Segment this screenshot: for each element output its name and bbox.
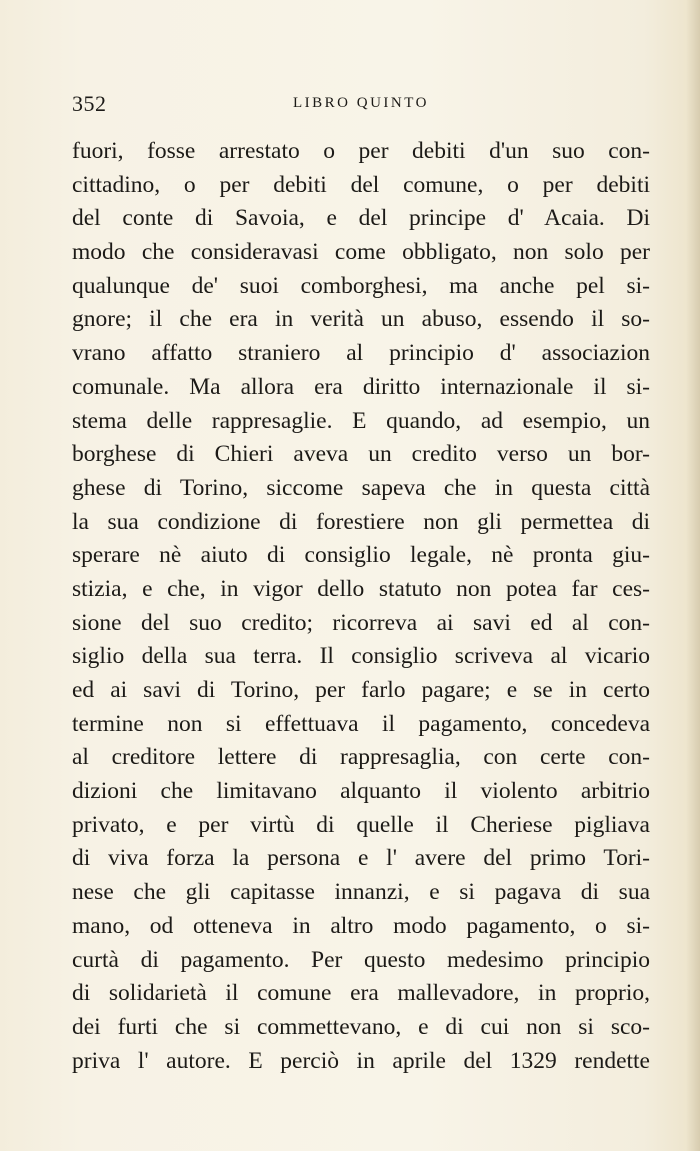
text-line: borghese di Chieri aveva un credito verso un bor- — [72, 441, 650, 468]
text-line: di solidarietà il comune era mallevadore, in proprio, — [72, 980, 650, 1007]
text-line: privato, e per virtù di quelle il Cheriese pigliava — [72, 811, 650, 838]
text-line: la sua condizione di forestiere non gli permettea di — [72, 508, 650, 535]
text-line: gnore; il che era in verità un abuso, essendo il so- — [72, 306, 650, 333]
page-number: 352 — [72, 91, 107, 116]
text-line: modo che consideravasi come obbligato, non solo per — [72, 239, 650, 266]
text-line: priva l' autore. E perciò in aprile del 1329 rendette — [72, 1047, 650, 1074]
text-line: comunale. Ma allora era diritto internazionale il si- — [72, 373, 650, 400]
text-line: stizia, e che, in vigor dello statuto non potea far ces- — [72, 575, 650, 602]
text-line: dei furti che si commettevano, e di cui non si sco- — [72, 1013, 650, 1040]
text-line: mano, od otteneva in altro modo pagamento, o si- — [72, 912, 650, 939]
text-line: termine non si effettuava il pagamento, concedeva — [72, 710, 650, 737]
text-line: cittadino, o per debiti del comune, o per debiti — [72, 171, 650, 198]
text-line: ghese di Torino, siccome sapeva che in questa città — [72, 474, 650, 501]
text-line: fuori, fosse arrestato o per debiti d'un suo con- — [72, 138, 650, 164]
text-line: al creditore lettere di rappresaglia, con certe con- — [72, 744, 650, 771]
text-line: nese che gli capitasse innanzi, e si pagava di sua — [72, 879, 650, 906]
text-line: sperare nè aiuto di consiglio legale, nè pronta giu- — [72, 542, 650, 569]
text-line: sione del suo credito; ricorreva ai savi ed al con- — [72, 609, 650, 636]
text-line: dizioni che limitavano alquanto il violento arbitrio — [72, 778, 650, 805]
page-header — [72, 91, 650, 119]
text-line: qualunque de' suoi comborghesi, ma anche pel si- — [72, 272, 650, 299]
text-line: di viva forza la persona e l' avere del primo Tori- — [72, 845, 650, 872]
text-line: curtà di pagamento. Per questo medesimo principio — [72, 946, 650, 973]
text-line: siglio della sua terra. Il consiglio scriveva al vicario — [72, 643, 650, 670]
text-line: del conte di Savoia, e del principe d' Acaia. Di — [72, 205, 650, 232]
text-line: ed ai savi di Torino, per farlo pagare; e se in certo — [72, 677, 650, 703]
running-title: LIBRO QUINTO — [293, 95, 429, 111]
page-edge-shadow — [686, 0, 700, 1151]
text-line: stema delle rappresaglie. E quando, ad esempio, un — [72, 407, 650, 434]
text-line: vrano affatto straniero al principio d' associazion — [72, 340, 650, 367]
body-text — [72, 135, 650, 1078]
